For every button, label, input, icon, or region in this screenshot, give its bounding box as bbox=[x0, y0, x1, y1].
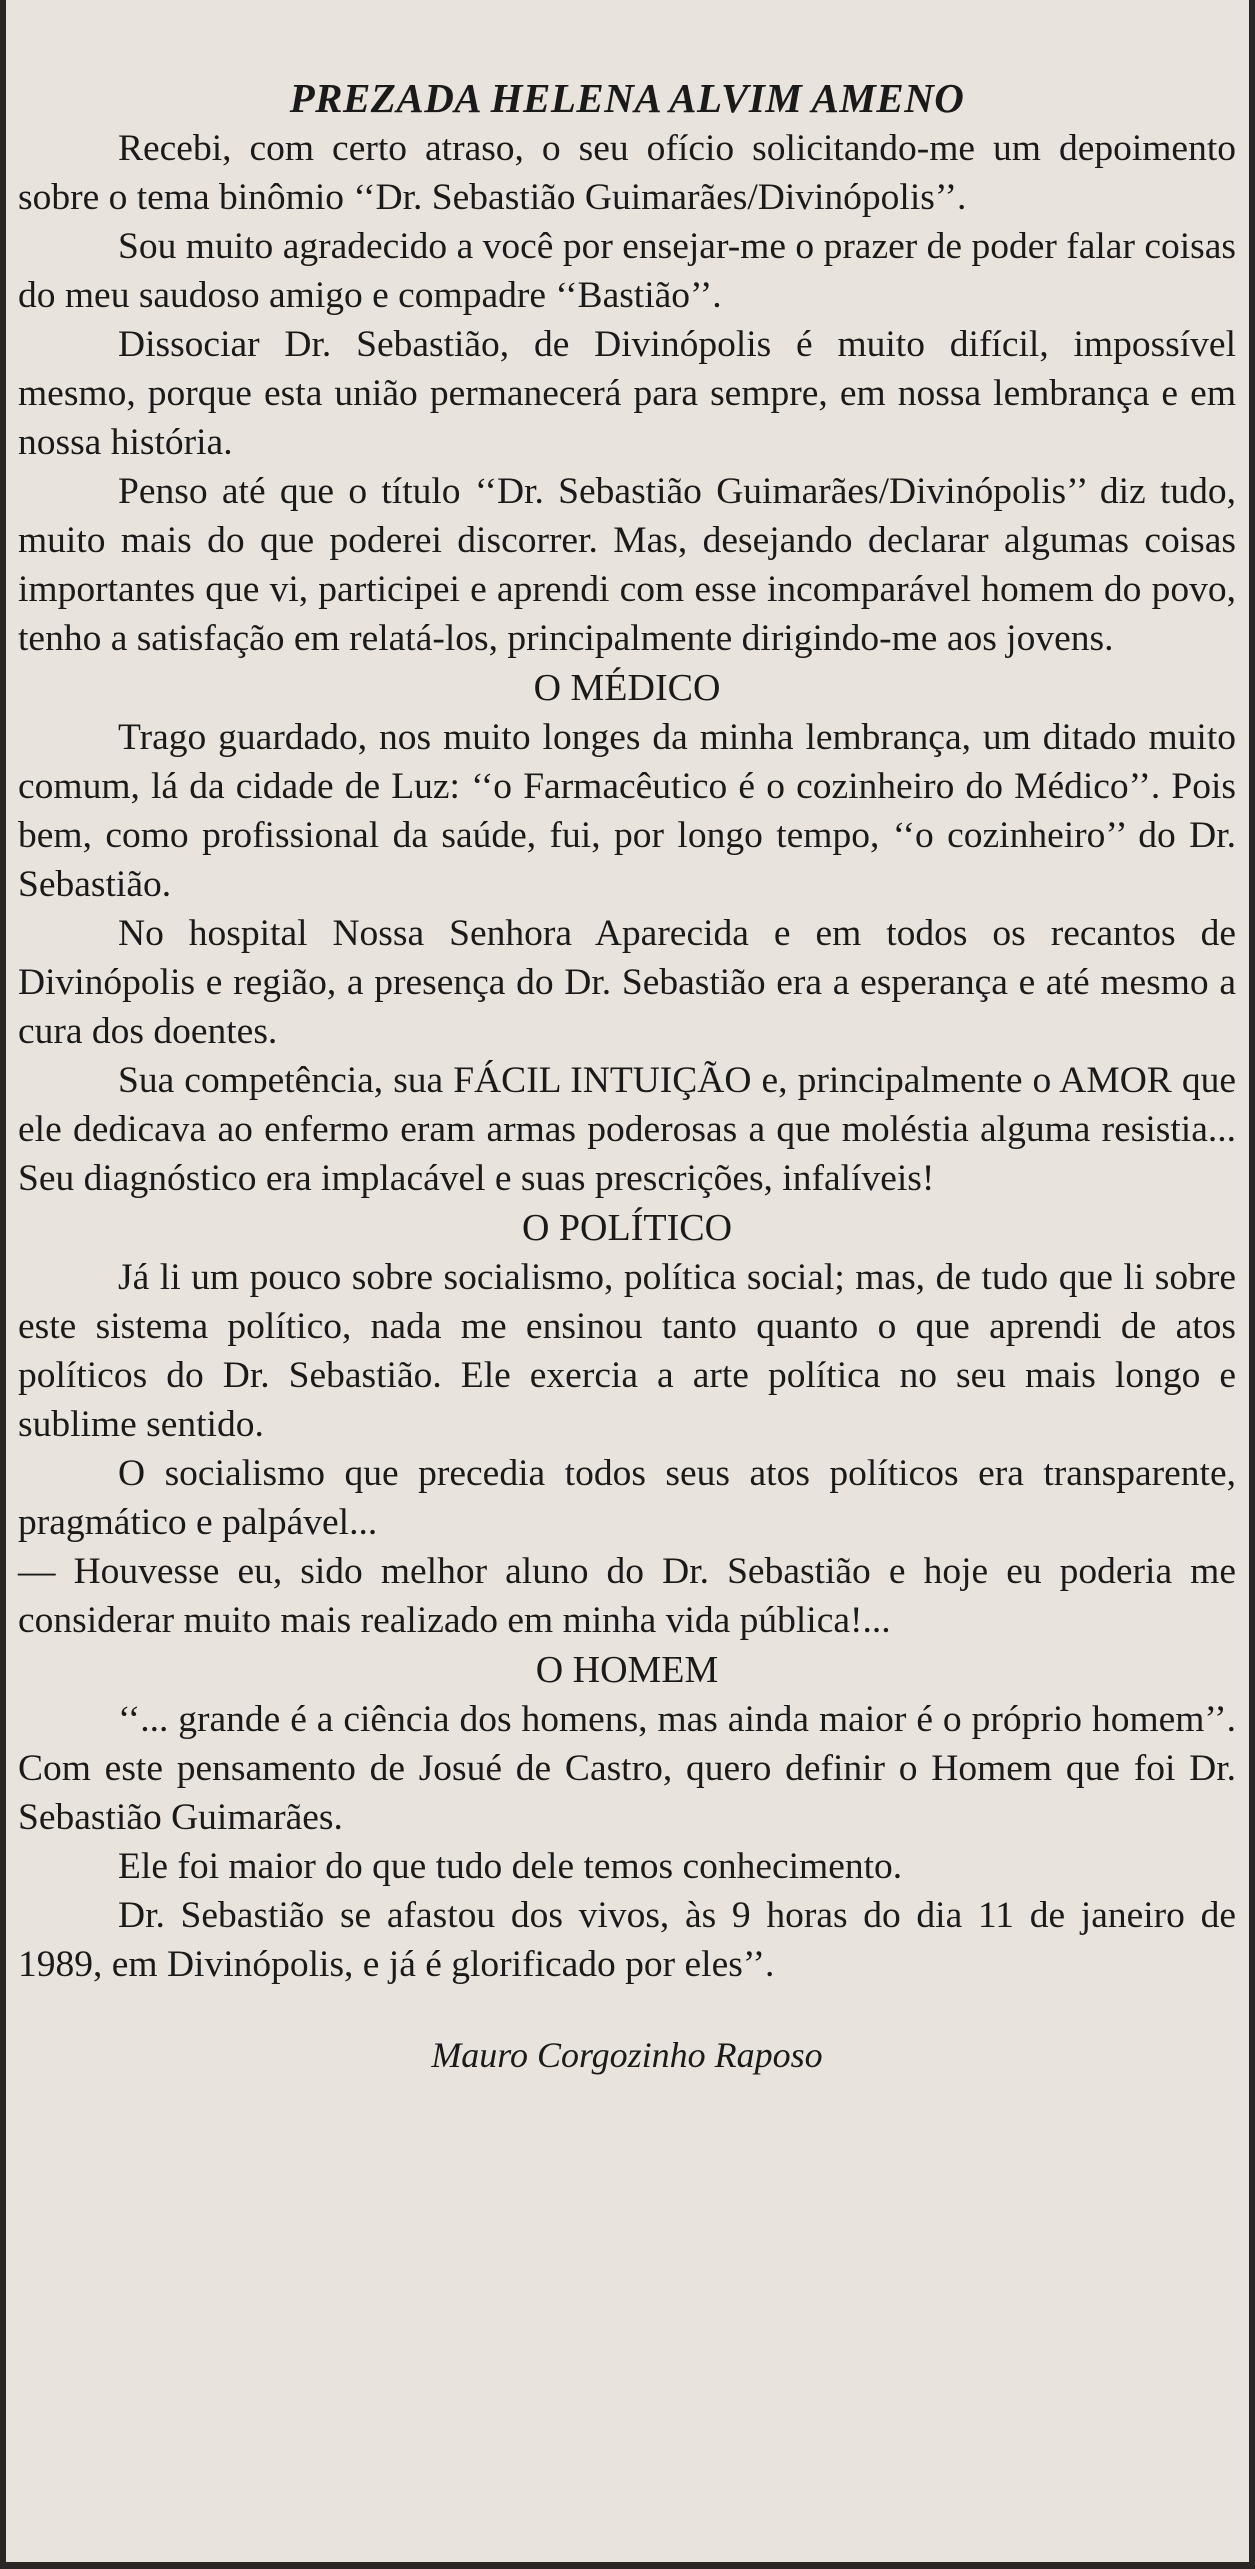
paragraph: Ele foi maior do que tudo dele temos conhecimento. bbox=[118, 1846, 903, 1887]
paragraph: No hospital Nossa Senhora Aparecida e em todos os recantos de Divinópolis e região, a presença do Dr. Sebastião era a esperança e até mesmo a cura dos doentes. bbox=[18, 913, 1236, 1052]
author-signature: Mauro Corgozinho Raposo bbox=[431, 2035, 823, 2075]
paragraph: Já li um pouco sobre socialismo, política social; mas, de tudo que li sobre este sistema político, nada me ensinou tanto quanto o que aprendi de atos políticos do Dr. Sebastião. Ele exercia a arte política no seu mais longo e sublime sentido. bbox=[18, 1257, 1236, 1445]
section-heading-politico: O POLÍTICO bbox=[521, 1207, 733, 1249]
scan-border-right bbox=[1249, 0, 1255, 2569]
section-heading-medico: O MÉDICO bbox=[533, 667, 721, 709]
scan-border-left bbox=[0, 0, 6, 2569]
paragraph: Recebi, com certo atraso, o seu ofício solicitando-me um depoimento sobre o tema binômio ‘‘Dr. Sebastião Guimarães/Divinópolis’’. bbox=[18, 128, 1236, 218]
section-heading-homem: O HOMEM bbox=[535, 1649, 719, 1691]
paragraph: Trago guardado, nos muito longes da minha lembrança, um ditado muito comum, lá da cidade de Luz: ‘‘o Farmacêutico é o cozinheiro do Médico’’. Pois bem, como profissional da saúde, fui, por longo tempo, ‘‘o cozinheiro’’ do Dr. Sebastião. bbox=[18, 717, 1236, 905]
paragraph: Sua competência, sua FÁCIL INTUIÇÃO e, principalmente o AMOR que ele dedicava ao enfermo eram armas poderosas a que moléstia alguma resistia... Seu diagnóstico era implacável e suas prescrições, infalíveis! bbox=[18, 1060, 1236, 1199]
paragraph: O socialismo que precedia todos seus atos políticos era transparente, pragmático e palpável... bbox=[18, 1453, 1236, 1543]
paragraph: Dr. Sebastião se afastou dos vivos, às 9 horas do dia 11 de janeiro de 1989, em Divinópolis, e já é glorificado por eles’’. bbox=[18, 1895, 1236, 1985]
scan-border-bottom bbox=[0, 2562, 1255, 2569]
paragraph: ‘‘... grande é a ciência dos homens, mas ainda maior é o próprio homem’’. Com este pensamento de Josué de Castro, quero definir o Homem que foi Dr. Sebastião Guimarães. bbox=[18, 1699, 1236, 1838]
paragraph: Penso até que o título ‘‘Dr. Sebastião Guimarães/Divinópolis’’ diz tudo, muito mais do que poderei discorrer. Mas, desejando declarar algumas coisas importantes que vi, participei e aprendi com esse incomparável homem do povo, tenho a satisfação em relatá-los, principalmente dirigindo-me aos jovens. bbox=[18, 471, 1236, 659]
article-title: PREZADA HELENA ALVIM AMENO bbox=[289, 75, 965, 121]
article bbox=[18, 72, 1236, 2079]
paragraph: Sou muito agradecido a você por ensejar-me o prazer de poder falar coisas do meu saudoso amigo e compadre ‘‘Bastião’’. bbox=[18, 226, 1236, 316]
paragraph: Dissociar Dr. Sebastião, de Divinópolis é muito difícil, impossível mesmo, porque esta união permanecerá para sempre, em nossa lembrança e em nossa história. bbox=[18, 324, 1236, 463]
paragraph: — Houvesse eu, sido melhor aluno do Dr. Sebastião e hoje eu poderia me considerar muito mais realizado em minha vida pública!... bbox=[18, 1551, 1236, 1641]
